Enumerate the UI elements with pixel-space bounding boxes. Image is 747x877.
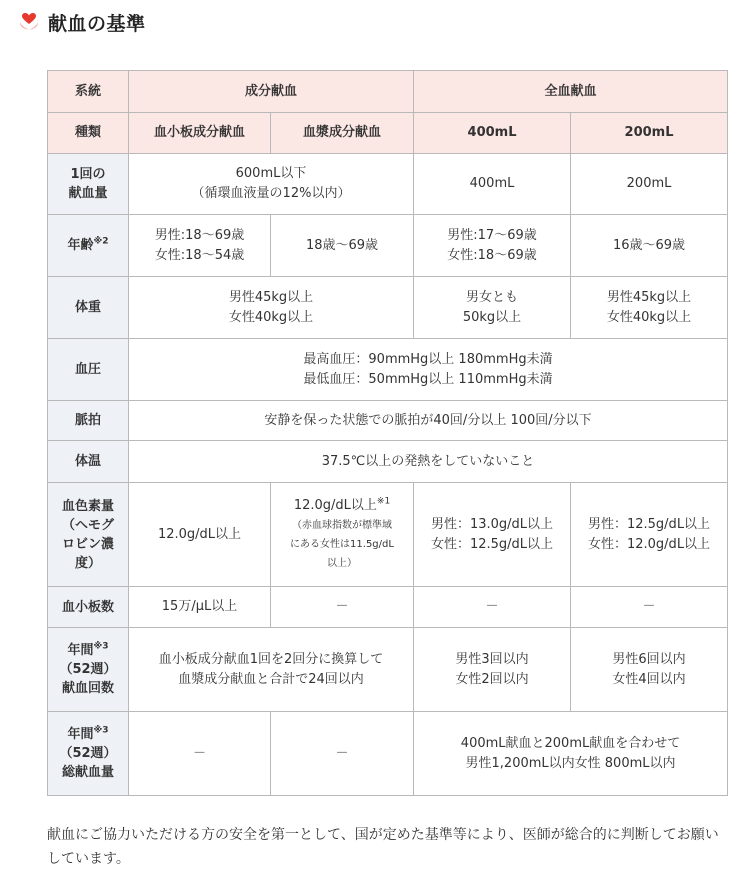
table-row-annual-total xyxy=(48,712,728,796)
header-platelet: 血小板成分献血 xyxy=(129,113,271,154)
row-label-annual-count: 年間$^{※3}$ （52週） 献血回数 xyxy=(48,628,129,712)
heart-hands-icon xyxy=(18,11,40,33)
cell-age-platelet: 男性:18～69歳 女性:18～54歳 xyxy=(129,215,271,277)
cell-annual-total-plasma: － xyxy=(271,712,414,796)
table-row-hemoglobin xyxy=(48,483,728,587)
header-component-donation: 成分献血 xyxy=(129,71,414,113)
row-label-age: 年齢$^{※2}$ xyxy=(48,215,129,277)
cell-platelet-count-plasma: － xyxy=(271,587,414,628)
header-200ml: 200mL xyxy=(571,113,728,154)
row-label-pulse: 脈拍 xyxy=(48,401,129,441)
cell-hemoglobin-400: 男性：13.0g/dL以上 女性：12.5g/dL以上 xyxy=(414,483,571,587)
row-label-temperature: 体温 xyxy=(48,441,129,483)
cell-platelet-count-200: － xyxy=(571,587,728,628)
cell-hemoglobin-platelet: 12.0g/dL以上 xyxy=(129,483,271,587)
row-label-volume: 1回の 献血量 xyxy=(48,154,129,215)
table-row-volume xyxy=(48,154,728,215)
row-label-weight: 体重 xyxy=(48,277,129,339)
footer-note: 献血にご協力いただける方の安全を第一として、国が定めた基準等により、医師が総合的に判断してお願いしています。 xyxy=(47,827,719,867)
cell-weight-200: 男性45kg以上 女性40kg以上 xyxy=(571,277,728,339)
cell-age-400: 男性:17～69歳 女性:18～69歳 xyxy=(414,215,571,277)
cell-annual-count-200: 男性6回以内 女性4回以内 xyxy=(571,628,728,712)
cell-hemoglobin-plasma: 12.0g/dL以上$^{※1}$ （赤血球指数が標準域 にある女性は11.5g/dL 以上） xyxy=(271,483,414,587)
cell-platelet-count-400: － xyxy=(414,587,571,628)
cell-platelet-count-platelet: 15万/μL以上 xyxy=(129,587,271,628)
table-row-temperature xyxy=(48,441,728,483)
cell-pulse: 安静を保った状態での脈拍が40回/分以上 100回/分以下 xyxy=(129,401,728,441)
table-row-annual-count xyxy=(48,628,728,712)
header-400ml: 400mL xyxy=(414,113,571,154)
cell-annual-count-400: 男性3回以内 女性2回以内 xyxy=(414,628,571,712)
header-plasma: 血漿成分献血 xyxy=(271,113,414,154)
row-label-hemoglobin: 血色素量 （ヘモグ ロビン濃 度） xyxy=(48,483,129,587)
donation-criteria-table xyxy=(47,70,728,796)
cell-age-200: 16歳～69歳 xyxy=(571,215,728,277)
table-row-age xyxy=(48,215,728,277)
cell-annual-total-whole: 400mL献血と200mL献血を合わせて 男性1,200mL以内女性 800mL以内 xyxy=(414,712,728,796)
cell-blood-pressure: 最高血圧：90mmHg以上 180mmHg未満 最低血圧：50mmHg以上 110mmHg未満 xyxy=(129,339,728,401)
page-header xyxy=(18,8,146,36)
header-label-type: 種類 xyxy=(48,113,129,154)
cell-temperature: 37.5℃以上の発熱をしていないこと xyxy=(129,441,728,483)
cell-weight-component: 男性45kg以上 女性40kg以上 xyxy=(129,277,414,339)
table-row-blood-pressure xyxy=(48,339,728,401)
header-whole-blood-donation: 全血献血 xyxy=(414,71,728,113)
cell-annual-count-component: 血小板成分献血1回を2回分に換算して 血漿成分献血と合計で24回以内 xyxy=(129,628,414,712)
cell-age-plasma: 18歳～69歳 xyxy=(271,215,414,277)
row-label-annual-total: 年間$^{※3}$ （52週） 総献血量 xyxy=(48,712,129,796)
page-title: 献血の基準 xyxy=(48,12,146,35)
cell-hemoglobin-200: 男性：12.5g/dL以上 女性：12.0g/dL以上 xyxy=(571,483,728,587)
cell-volume-400: 400mL xyxy=(414,154,571,215)
hemoglobin-plasma-note: （赤血球指数が標準域 にある女性は11.5g/dL 以上） xyxy=(290,520,394,569)
table-header-system-row xyxy=(48,71,728,113)
cell-volume-200: 200mL xyxy=(571,154,728,215)
header-label-system: 系統 xyxy=(48,71,129,113)
table-row-pulse xyxy=(48,401,728,441)
table-header-type-row xyxy=(48,113,728,154)
cell-weight-400: 男女とも 50kg以上 xyxy=(414,277,571,339)
cell-volume-component: 600mL以下 （循環血液量の12%以内） xyxy=(129,154,414,215)
table-row-weight xyxy=(48,277,728,339)
cell-annual-total-platelet: － xyxy=(129,712,271,796)
row-label-blood-pressure: 血圧 xyxy=(48,339,129,401)
table-row-platelet-count xyxy=(48,587,728,628)
row-label-platelet-count: 血小板数 xyxy=(48,587,129,628)
